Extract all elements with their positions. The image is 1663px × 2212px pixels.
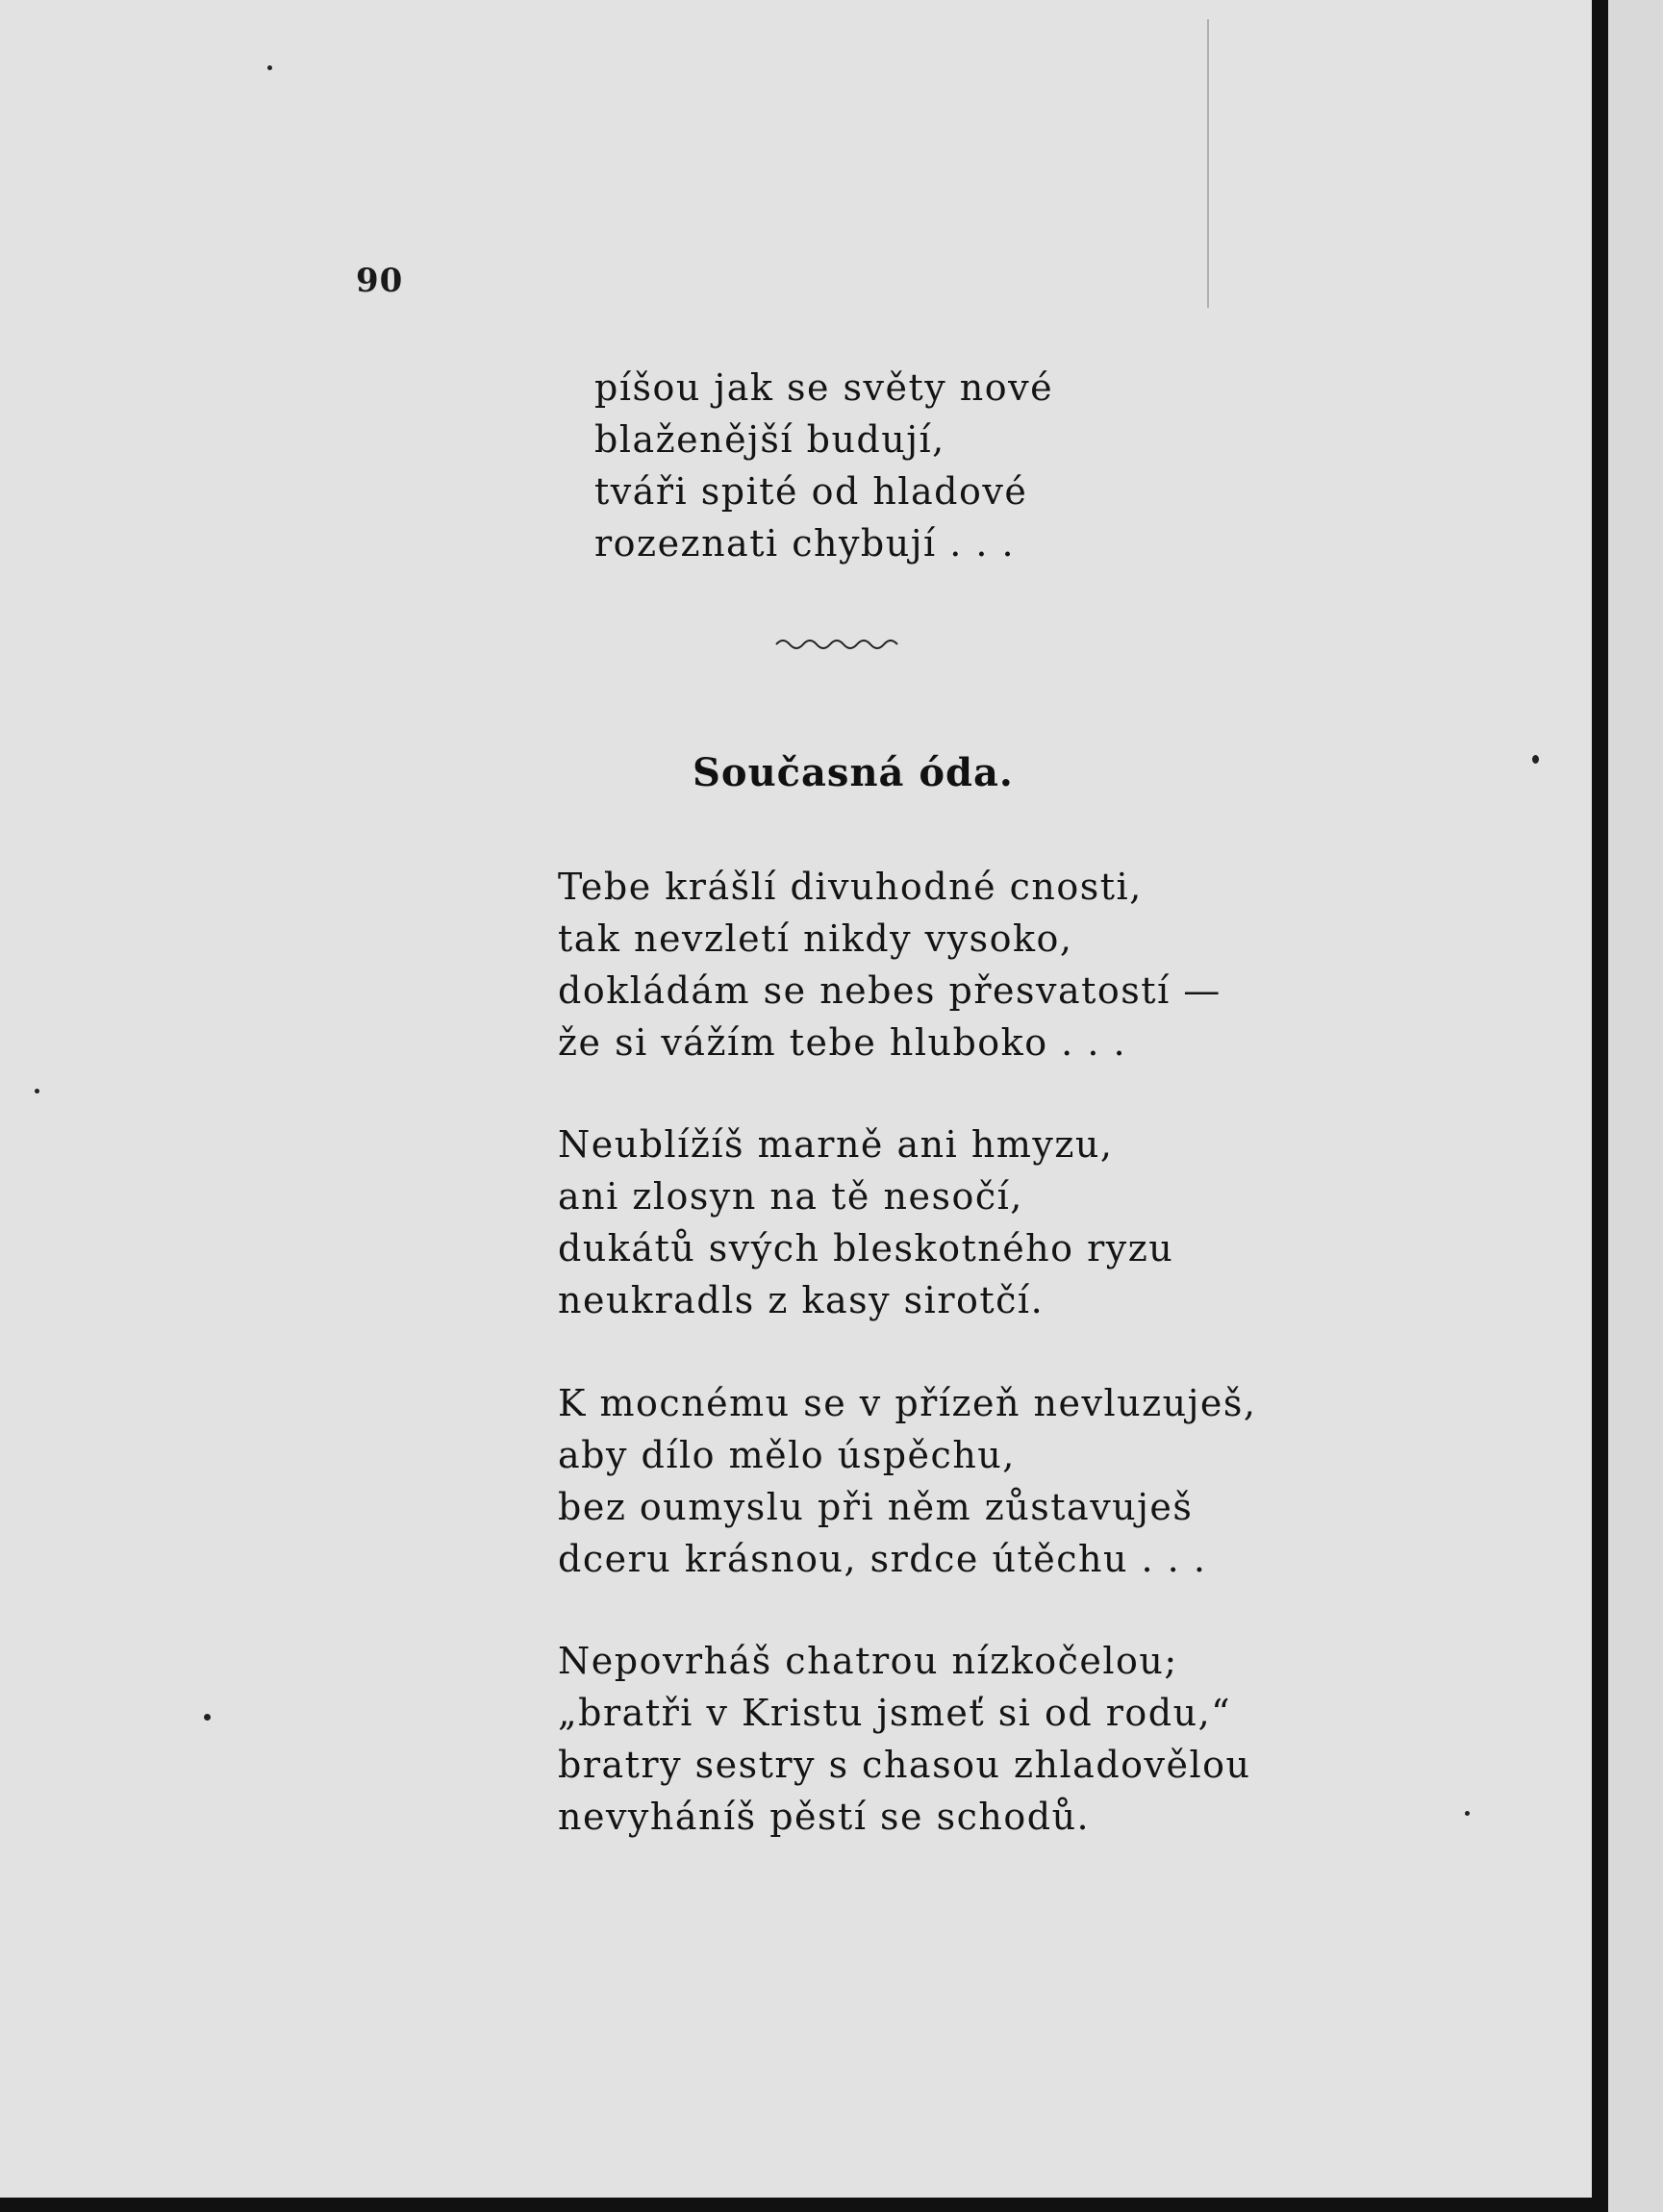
adjacent-page-edge	[1608, 0, 1663, 2212]
ink-speck	[1532, 755, 1539, 764]
verse-line: dukátů svých bleskotného ryzu	[558, 1227, 1174, 1269]
continuation-stanza	[594, 362, 1053, 569]
poem-title: Současná óda.	[693, 750, 1014, 795]
verse-line: dokládám se nebes přesvatostí —	[558, 969, 1222, 1012]
verse-line: blaženější budují,	[594, 418, 945, 461]
ink-speck	[1465, 1811, 1470, 1816]
verse-line: „bratři v Kristu jsmeť si od rodu,“	[558, 1692, 1232, 1734]
page-number: 90	[356, 262, 404, 300]
ink-speck	[35, 1089, 39, 1093]
verse-line: neukradls z kasy sirotčí.	[558, 1279, 1045, 1321]
poem-stanza-2	[558, 1119, 1173, 1326]
page-fold-line	[1207, 19, 1209, 308]
poem-stanza-3	[558, 1377, 1256, 1585]
verse-line: že si vážím tebe hluboko . . .	[558, 1021, 1127, 1064]
verse-line: Tebe krášlí divuhodné cnosti,	[558, 866, 1143, 908]
poem-stanza-4	[558, 1635, 1251, 1843]
verse-line: bez oumyslu při něm zůstavuješ	[558, 1486, 1194, 1528]
verse-line: Nepovrháš chatrou nízkočelou;	[558, 1640, 1178, 1682]
verse-line: nevyháníš pěstí se schodů.	[558, 1796, 1091, 1838]
verse-line: bratry sestry s chasou zhladovělou	[558, 1744, 1251, 1786]
verse-line: dceru krásnou, srdce útěchu . . .	[558, 1538, 1207, 1580]
verse-line: K mocnému se v přízeň nevluzuješ,	[558, 1382, 1257, 1424]
verse-line: píšou jak se světy nové	[594, 366, 1054, 409]
verse-line: rozeznati chybují . . .	[594, 522, 1016, 565]
verse-line: aby dílo mělo úspěchu,	[558, 1434, 1016, 1476]
wavy-divider-ornament	[774, 635, 899, 654]
ink-speck	[204, 1714, 211, 1721]
verse-line: Neublížíš marně ani hmyzu,	[558, 1123, 1114, 1166]
verse-line: tváři spité od hladové	[594, 470, 1028, 513]
poem-stanza-1	[558, 861, 1222, 1068]
ink-speck	[267, 65, 272, 70]
verse-line: tak nevzletí nikdy vysoko,	[558, 917, 1073, 960]
verse-line: ani zlosyn na tě nesočí,	[558, 1175, 1023, 1218]
